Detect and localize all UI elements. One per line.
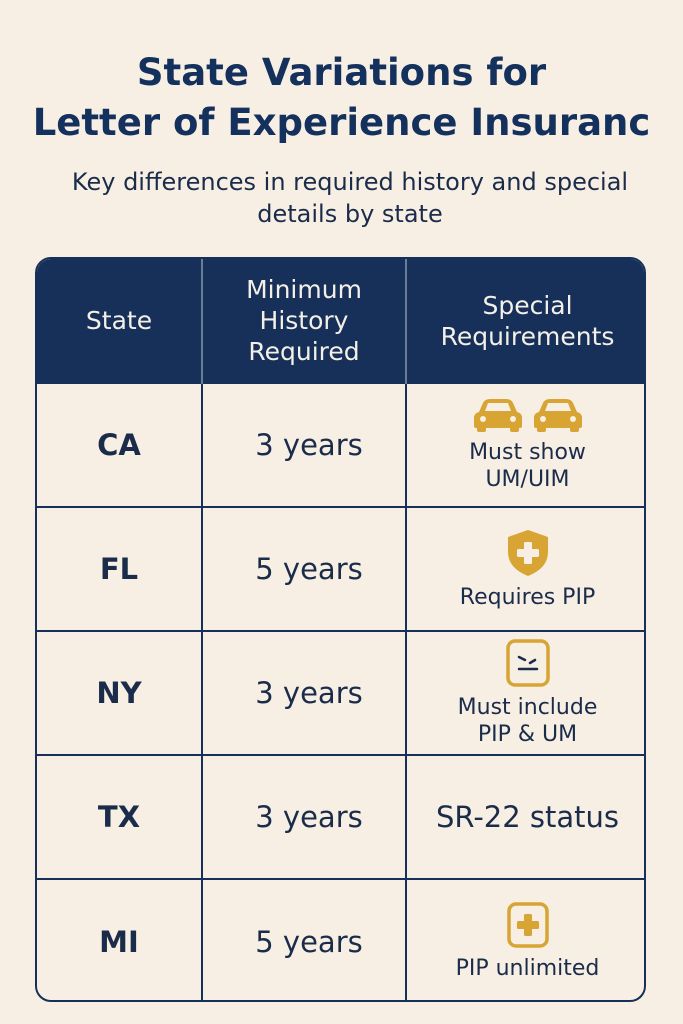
table-row [37,631,646,755]
history-cell: 3 years [202,383,406,507]
car-icon [533,397,583,433]
special-cell [406,383,646,507]
state-cell: MI [37,879,202,1002]
table-row [37,383,646,507]
special-text: SR-22 status [435,799,620,834]
history-cell: 3 years [202,631,406,755]
car-icon [473,397,523,433]
column-header-special: Special Requirements [406,259,646,383]
title-line-2: Letter of Experience Insuranc [32,101,651,144]
column-header-history: Minimum History Required [202,259,406,383]
table-row [37,507,646,631]
state-cell: NY [37,631,202,755]
special-text: PIP & UM [477,722,578,747]
special-text: Must show [469,440,586,465]
title-line-1: State Variations for [136,51,547,94]
history-cell: 5 years [202,879,406,1002]
page-title [0,48,683,148]
state-cell: TX [37,755,202,879]
subtitle-line-2: details by state [257,200,443,228]
state-variations-table [35,257,646,1002]
table-row [37,755,646,879]
shield-plus-icon [505,528,551,578]
special-cell [406,879,646,1002]
table-row [37,879,646,1002]
table-header-row [37,259,646,383]
state-cell: FL [37,507,202,631]
special-text: PIP unlimited [455,956,600,981]
history-cell: 5 years [202,507,406,631]
column-header-state: State [37,259,202,383]
state-cell: CA [37,383,202,507]
id-badge-icon [505,638,551,688]
special-text: Must include [457,695,598,720]
special-cell [406,631,646,755]
page-subtitle [30,166,670,230]
medical-card-icon [506,901,550,949]
special-cell [406,507,646,631]
special-cell [406,755,646,879]
history-cell: 3 years [202,755,406,879]
subtitle-line-1: Key differences in required history and special [71,168,629,196]
special-text: Requires PIP [459,584,596,610]
special-text: UM/UIM [485,467,570,492]
